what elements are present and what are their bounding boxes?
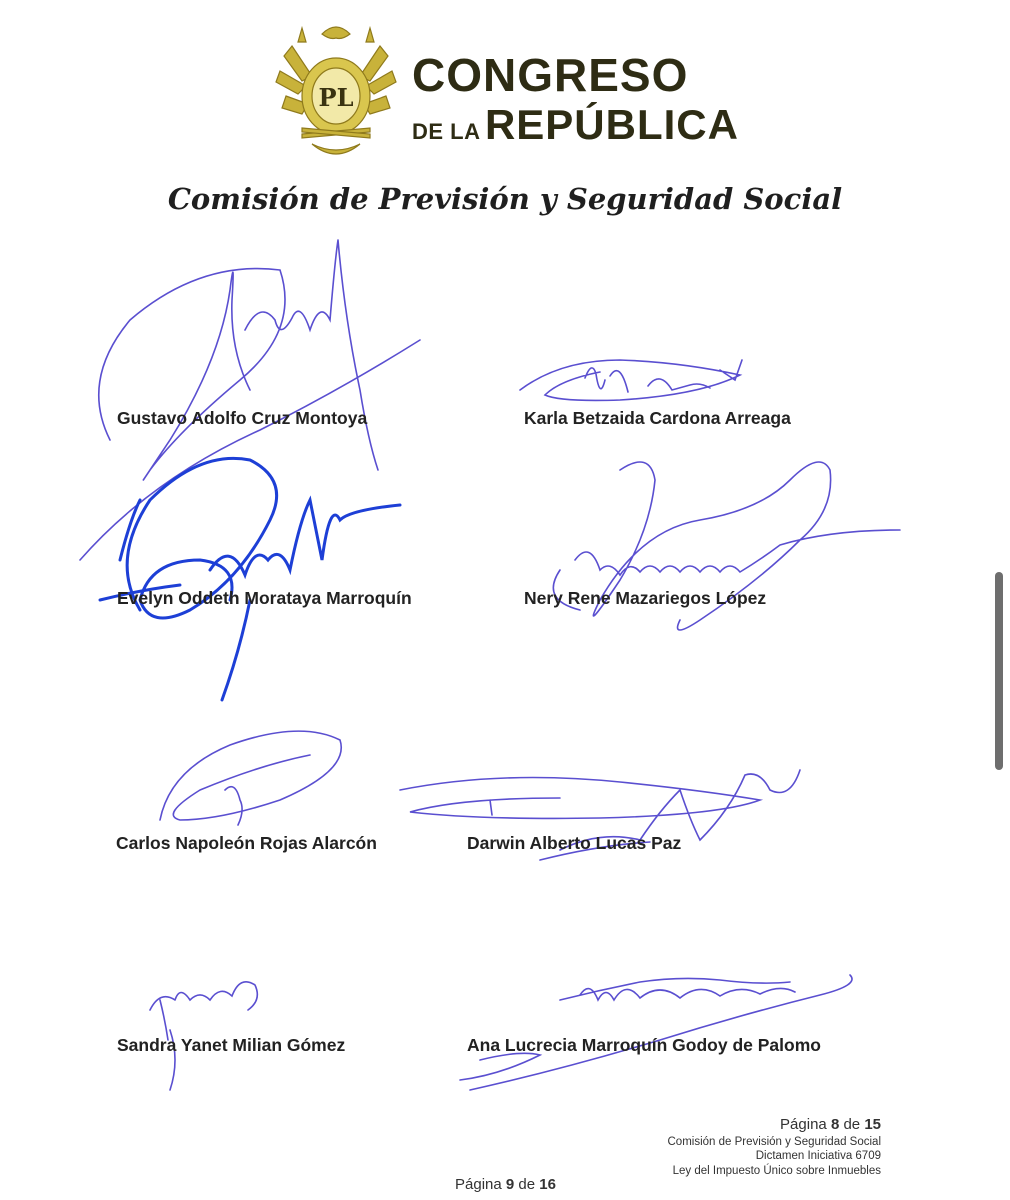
logo-title-line1: CONGRESO	[412, 49, 689, 101]
crest-monogram: PL	[318, 83, 354, 112]
signature-evelyn	[100, 458, 400, 700]
viewer-page-number	[455, 1176, 556, 1193]
signatory-name: Darwin Alberto Lucas Paz	[467, 833, 682, 853]
viewer-page-of: de	[518, 1176, 536, 1193]
commission-title: Comisión de Previsión y Seguridad Social	[167, 182, 843, 216]
signatory-name: Nery Rene Mazariegos López	[524, 588, 767, 608]
footer-line-2: Dictamen Iniciativa 6709	[755, 1150, 881, 1163]
page-footer	[668, 1116, 882, 1178]
signature-carlos	[160, 731, 341, 825]
signatory-name: Sandra Yanet Milian Gómez	[117, 1035, 346, 1055]
logo-title-word: REPÚBLICA	[484, 101, 739, 148]
signature-karla	[520, 360, 742, 400]
viewer-page-total: 16	[539, 1176, 556, 1193]
footer-page-number	[668, 1116, 882, 1135]
footer-line-3: Ley del Impuesto Único sobre Inmuebles	[672, 1164, 881, 1177]
vertical-scrollbar[interactable]	[995, 572, 1003, 770]
signature-gustavo	[80, 240, 420, 560]
signatory-name: Ana Lucrecia Marroquín Godoy de Palomo	[467, 1035, 821, 1055]
crest-emblem-icon	[272, 16, 400, 166]
signature-ana	[460, 975, 852, 1090]
signatory-name: Gustavo Adolfo Cruz Montoya	[117, 408, 368, 428]
viewer-page-current: 9	[505, 1176, 515, 1193]
footer-page-current: 8	[830, 1116, 840, 1133]
signatory-name: Carlos Napoleón Rojas Alarcón	[116, 833, 377, 853]
footer-line-1: Comisión de Previsión y Seguridad Social	[667, 1135, 881, 1148]
footer-page-word: Página	[780, 1116, 827, 1133]
footer-page-total: 15	[864, 1116, 881, 1133]
logo-title-prefix: DE LA	[412, 119, 481, 144]
viewer-page-word: Página	[455, 1176, 502, 1193]
signatory-name: Evelyn Oddeth Morataya Marroquín	[117, 588, 412, 608]
logo-title-line2	[412, 101, 739, 148]
footer-page-of: de	[843, 1116, 861, 1133]
congress-logo	[272, 16, 742, 166]
signatory-name: Karla Betzaida Cardona Arreaga	[524, 408, 791, 428]
